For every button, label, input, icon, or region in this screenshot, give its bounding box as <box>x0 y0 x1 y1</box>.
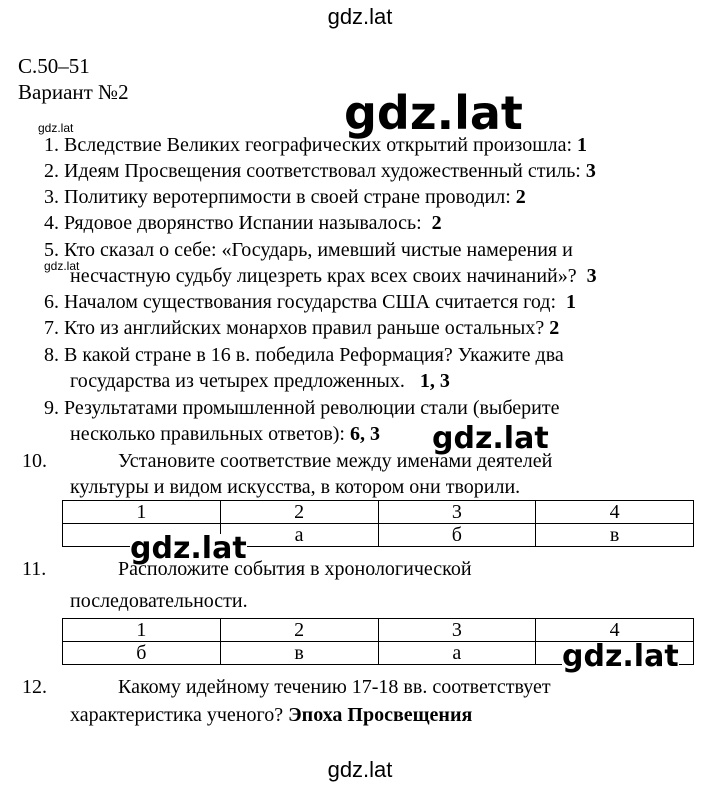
question-5 <box>44 239 573 261</box>
question-11-line-1 <box>118 558 472 580</box>
table-cell: 4 <box>536 501 694 524</box>
watermark-bottom: gdz.lat <box>327 757 393 782</box>
question-text-line-2: последовательности. <box>70 590 248 612</box>
table-cell: 4 <box>536 619 694 642</box>
question-text: Идеям Просвещения соответствовал художественный стиль: <box>64 160 581 182</box>
watermark-top: gdz.lat <box>327 4 393 29</box>
table-cell: в <box>220 642 378 665</box>
question-text: Кто из английских монархов правил раньше остальных? <box>64 317 545 339</box>
watermark-big-main: gdz.lat <box>344 86 523 140</box>
answer: 1 <box>577 134 588 156</box>
question-number: 3. <box>44 186 59 208</box>
watermark-big-2: gdz.lat <box>130 531 247 566</box>
answer: 3 <box>585 160 596 182</box>
question-6 <box>44 291 576 313</box>
table-cell: в <box>536 524 694 547</box>
watermark-small-2: gdz.lat <box>44 259 80 273</box>
question-number: 10. <box>22 450 47 472</box>
question-text: Политику веротерпимости в своей стране проводил: <box>64 186 511 208</box>
question-10-line-1 <box>118 450 552 472</box>
question-text-line-1: Результатами промышленной революции стали (выберите <box>64 397 560 419</box>
watermark-small-1: gdz.lat <box>38 121 74 135</box>
question-text-line-1: Кто сказал о себе: «Государь, имевший чистые намерения и <box>64 239 573 261</box>
question-number: 2. <box>44 160 59 182</box>
question-11-line-2 <box>70 590 248 612</box>
question-text-line-2: культуры и видом искусства, в котором они творили. <box>70 476 521 498</box>
question-2 <box>44 160 596 182</box>
question-number: 6. <box>44 291 59 313</box>
question-5-line-2 <box>70 265 597 287</box>
question-number: 11. <box>22 558 47 580</box>
question-number: 1. <box>44 134 59 156</box>
question-11 <box>22 558 46 580</box>
question-number: 9. <box>44 397 59 419</box>
question-text-line-2: несчастную судьбу лицезреть крах всех своих начинаний»? <box>70 265 577 287</box>
table-cell: 3 <box>378 501 536 524</box>
table-header-row <box>63 501 694 524</box>
question-number: 4. <box>44 212 59 234</box>
table-cell: 1 <box>63 501 221 524</box>
answer: 2 <box>549 317 560 339</box>
question-10 <box>22 450 47 472</box>
question-8 <box>44 344 564 366</box>
question-7 <box>44 317 559 339</box>
question-text: Рядовое дворянство Испании называлось: <box>64 212 422 234</box>
watermark-big-1: gdz.lat <box>432 421 549 456</box>
table-cell: а <box>220 524 378 547</box>
question-text-line-1: Какому идейному течению 17-18 вв. соответствует <box>118 676 551 698</box>
answer: 1 <box>566 291 577 313</box>
question-8-line-2 <box>70 370 450 392</box>
question-10-line-2 <box>70 476 520 498</box>
answer: 1, 3 <box>419 370 450 392</box>
question-9-line-2 <box>70 423 380 445</box>
answer: Эпоха Просвещения <box>288 704 473 726</box>
question-number: 5. <box>44 239 59 261</box>
watermark-big-3: gdz.lat <box>562 639 679 674</box>
question-text: Вследствие Великих географических открытий произошла: <box>64 134 573 156</box>
pages-label: С.50–51 <box>18 54 90 78</box>
question-text-line-1: В какой стране в 16 в. победила Реформация? Укажите два <box>64 344 564 366</box>
question-text-line-1: Установите соответствие между именами деятелей <box>118 450 553 472</box>
question-text-line-2: государства из четырех предложенных. <box>70 370 405 392</box>
question-number: 7. <box>44 317 59 339</box>
table-cell: б <box>63 642 221 665</box>
table-cell: 2 <box>220 501 378 524</box>
question-number: 8. <box>44 344 59 366</box>
table-cell: 2 <box>220 619 378 642</box>
question-12-line-1 <box>118 676 551 698</box>
question-4 <box>44 212 442 234</box>
table-cell: б <box>378 524 536 547</box>
answer: 2 <box>431 212 442 234</box>
table-cell: а <box>378 642 536 665</box>
question-number: 12. <box>22 676 47 698</box>
answer: 3 <box>586 265 597 287</box>
table-cell: 3 <box>378 619 536 642</box>
question-text-line-1: Расположите события в хронологической <box>118 558 472 580</box>
table-cell: 1 <box>63 619 221 642</box>
question-9 <box>44 397 559 419</box>
question-12-line-2 <box>70 704 472 726</box>
answer: 2 <box>515 186 526 208</box>
question-text: Началом существования государства США считается год: <box>64 291 557 313</box>
question-3 <box>44 186 526 208</box>
question-12 <box>22 676 47 698</box>
question-text-line-2: несколько правильных ответов): <box>70 423 345 445</box>
answer: 6, 3 <box>349 423 380 445</box>
question-text-line-2: характеристика ученого? <box>70 704 284 726</box>
variant-label: Вариант №2 <box>18 80 129 104</box>
